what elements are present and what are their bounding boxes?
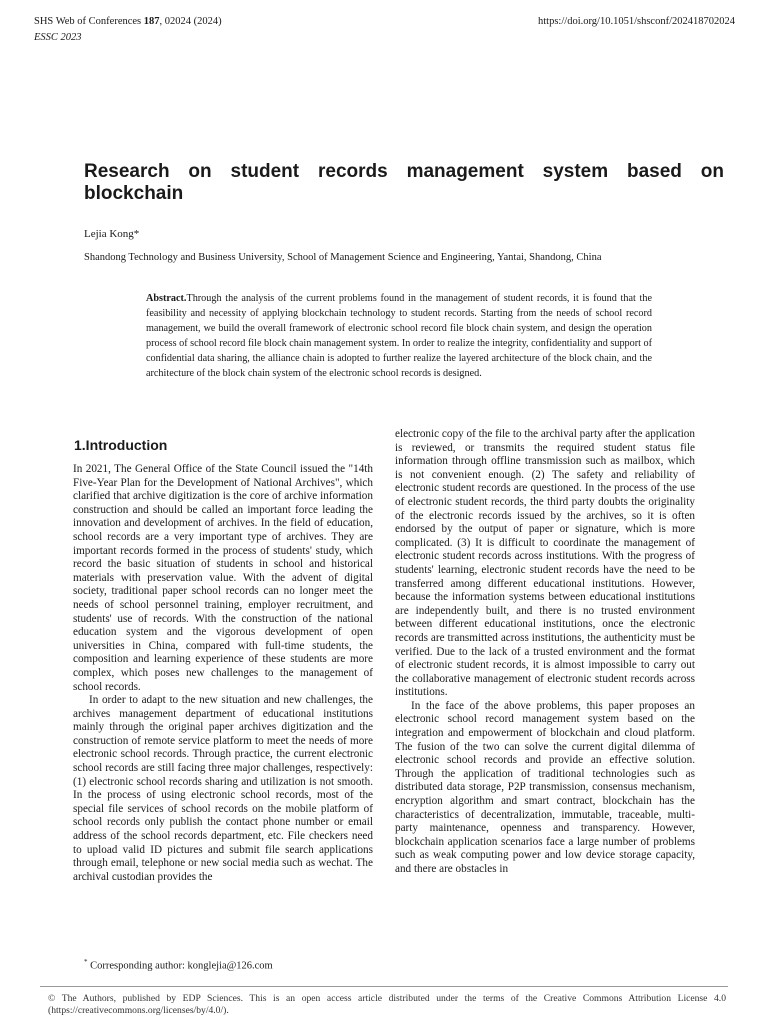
license-notice: © The Authors, published by EDP Sciences. This is an open access article distributed under the terms of the Creative Commons Attribution License 4.0 (https://creativecommons.org/licenses/by/4.0/).	[48, 993, 726, 1016]
abstract-label: Abstract.	[146, 293, 187, 304]
article-info: , 02024 (2024)	[159, 16, 222, 27]
paragraph: In order to adapt to the new situation and new challenges, the archives management department of educational institutions mainly through the original paper archives digitization and the construction of remote service platform to meet the needs of more electronic school records. Through practice, the current electronic school records are still facing three major challenges, respectively: (1) electronic school records sharing and utilization is not smooth. In the process of using electronic school records, most of the special file services of school records on the mobile platform of school records only publish the contact phone number or email address of the school records department, etc. File checkers need to upload valid ID pictures and submit file search applications through email, telephone or new social media such as wechat. The archival custodian provides the	[73, 694, 373, 883]
paper-title: Research on student records management system based on blockchain	[84, 161, 724, 204]
journal-name: SHS Web of Conferences	[34, 16, 142, 27]
author-name: Lejia Kong*	[84, 228, 140, 240]
abstract	[146, 291, 652, 381]
abstract-text: Through the analysis of the current problems found in the management of student records, it is found that the feasibility and necessity of applying blockchain technology to student records. Starting from the needs of school record management, we build the overall framework of electronic school record file block chain system, and design the operation process of school record file block chain management system. In order to realize the integrity, confidentiality and support of confidential data sharing, the alliance chain is adopted to further realize the layered architecture of the block chain, and the architecture of the block chain system of the electronic school records is designed.	[146, 293, 652, 379]
section-heading: 1.Introduction	[74, 437, 168, 453]
conference-name: ESSC 2023	[34, 32, 82, 43]
footer-divider	[40, 986, 728, 987]
paragraph: electronic copy of the file to the archival party after the application is reviewed, or transmits the required student status file information through offline transmission such as mailbox, which is not convenient enough. (2) The safety and reliability of electronic student records are questioned. In the process of the use of electronic student records, the third party doubts the originality of the electronic records issued by the archives, so it is often endorsed by the output of paper or signature, which is more complicated. (3) It is difficult to coordinate the management of electronic student records across institutions. With the progress of students' learning, electronic student records have the need to be transferred among different educational institutions. However, because the information systems between educational institutions are independently built, and there is no trusted environment between different educational institutions, once the electronic records are transmitted across institutions, the authenticity must be verified. Due to the lack of a trusted environment and the format of electronic student records, it is almost impossible to carry out the collaborative management of electronic student records across institutions.	[395, 428, 695, 699]
right-column	[395, 428, 695, 877]
footnote	[84, 958, 273, 972]
journal-volume: 187	[143, 16, 160, 27]
left-column	[73, 463, 373, 884]
footnote-text: Corresponding author: konglejia@126.com	[87, 960, 273, 972]
doi-link[interactable]: https://doi.org/10.1051/shsconf/202418702024	[538, 16, 735, 27]
footnote-mark: *	[84, 958, 88, 966]
journal-citation	[34, 15, 222, 28]
paragraph: In the face of the above problems, this paper proposes an electronic school record management system based on the integration and empowerment of blockchain and cloud platform. The fusion of the two can solve the current digital dilemma of electronic school records and provide an effective solution. Through the application of traditional technologies such as distributed data storage, P2P transmission, consensus mechanism, encryption algorithm and smart contract, blockchain has the characteristics of decentralization, immutable, traceable, multi-party maintenance, openness and transparency. However, blockchain application scenarios face a large number of problems such as weak computing power and low device storage capacity, and there are obstacles in	[395, 699, 695, 875]
author-affiliation: Shandong Technology and Business University, School of Management Science and Engineering, Yantai, Shandong, China	[84, 252, 602, 263]
paragraph: In 2021, The General Office of the State Council issued the "14th Five-Year Plan for the Development of National Archives", which clarified that archive digitization is the core of archive information construction and should be called an important force leading the innovation and development of archives. In the field of education, school records are a very important type of archives. They are important records formed in the process of students' study, which record the basic situation of students in school and historical materials with preservation value. With the advent of digital society, traditional paper school records can no longer meet the needs of school personnel training, employer recruitment, and students' use of records. With the construction of the national education system and the vigorous development of open universities in China, compared with full-time students, the composition and learning experience of these students are more complex, which poses new challenges to the management of school records.	[73, 463, 373, 693]
